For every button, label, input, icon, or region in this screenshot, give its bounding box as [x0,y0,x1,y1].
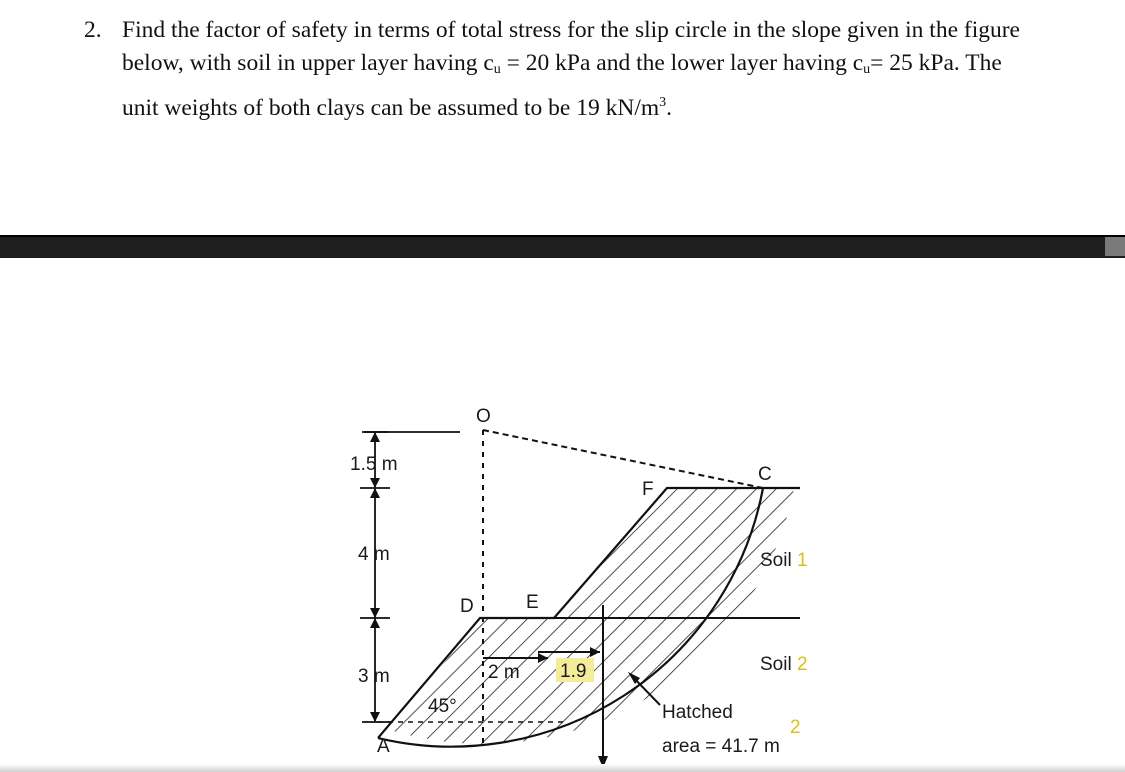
soil-1-label: Soil 1 [760,550,808,571]
divider-scroll-handle[interactable] [1105,237,1125,256]
distance-label-1-9: 1.9 [560,661,587,682]
dark-divider-bar [0,235,1125,258]
question-line-3 [122,86,1082,125]
hatched-area-line-2: area = 41.7 m [662,736,780,757]
label-f: F [642,479,654,500]
question-line-3-text-b: . [666,95,673,121]
slope-figure [330,380,850,772]
label-e: E [526,592,539,613]
dim-arrow-6 [370,712,380,722]
unit-superscript: 3 [659,95,667,110]
angle-label-45: 45° [428,696,457,717]
dim-arrow-1 [370,432,380,442]
dimension-label-4m: 4 m [358,544,390,565]
question-number: 2. [84,17,102,43]
hatched-area-line-1: Hatched [662,702,733,723]
label-d: D [460,596,474,617]
question-line-1 [122,14,1082,47]
question-line-2-text-b: = 20 kPa and the lower layer having c [500,50,864,76]
area-unit-superscript: 2 [790,717,801,738]
label-c: C [758,464,772,485]
dim-arrow-3 [370,488,380,498]
cu-subscript-2: u [863,62,871,77]
question-line-3-text-a: unit weights of both clays can be assumed to be 19 kN/m [122,95,660,121]
radius-line-oc [483,430,763,488]
cu-subscript-1: u [493,62,501,77]
question-text [122,14,1082,125]
slope-diagram [330,380,850,772]
soil-2-label: Soil 2 [760,654,808,675]
dimension-label-1-5m: 1.5 m [350,454,398,475]
question-line-2-text-c: = 25 kPa. The [870,50,1002,76]
distance-label-2m: 2 m [488,662,520,683]
dimension-label-3m: 3 m [358,666,390,687]
bottom-cut-text-fade [0,764,1125,772]
label-a: A [377,736,390,757]
dim-arrow-4 [370,608,380,618]
question-line-2-text-a: below, with soil in upper layer having c [122,50,494,76]
hatched-sliding-mass [378,488,800,772]
dim-arrow-5 [370,618,380,628]
question-line-2 [122,47,1082,86]
label-o: O [476,406,491,427]
dim-arrow-2 [370,478,380,488]
question-line-1-text: Find the factor of safety in terms of total stress for the slip circle in the slope given in the figure [122,17,1020,43]
